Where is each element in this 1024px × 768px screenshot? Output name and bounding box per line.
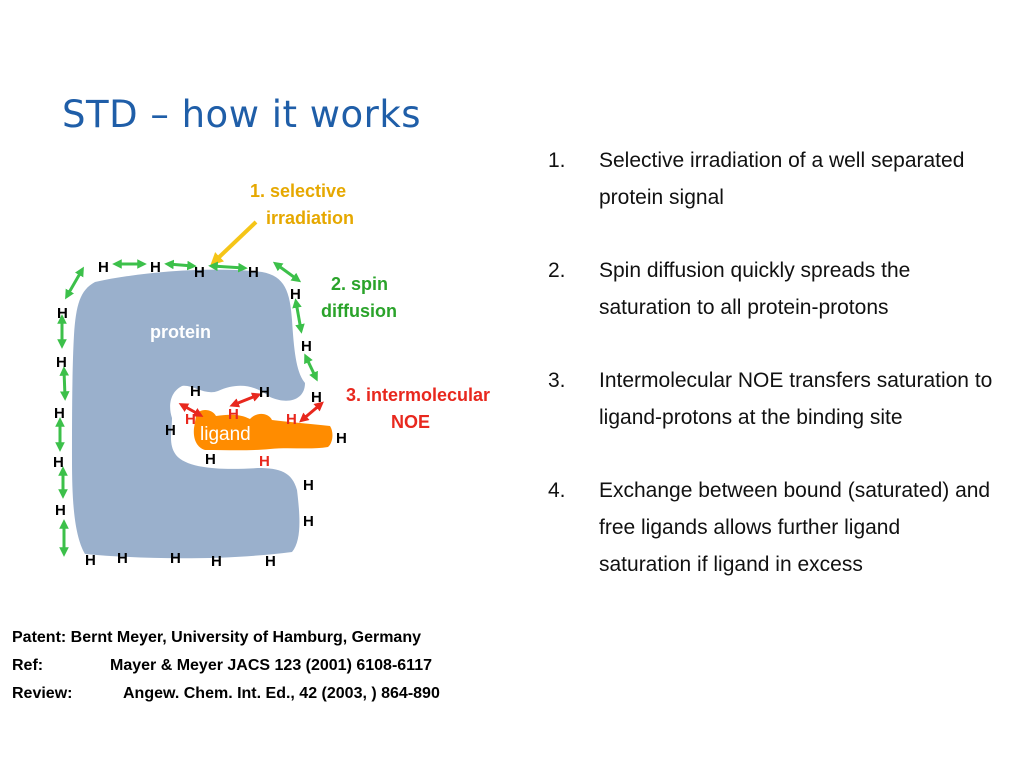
review-value: Angew. Chem. Int. Ed., 42 (2003, ) 864-890 [123,685,440,702]
step1-label-line2: irradiation [266,208,355,228]
svg-text:H: H [311,389,322,406]
svg-text:H: H [290,286,301,303]
ref-key: Ref: [12,657,44,674]
protein-label: protein [150,322,211,342]
step-text: Intermolecular NOE transfers saturation to ligand-protons at the binding site [599,369,993,429]
svg-text:H: H [301,338,312,355]
svg-text:H: H [56,354,67,371]
review-line [12,680,440,708]
step3-label-line2: NOE [391,412,431,432]
step-text: Spin diffusion quickly spreads the saturation to all protein-protons [599,259,911,319]
svg-text:H: H [98,259,109,276]
ref-value: Mayer & Meyer JACS 123 (2001) 6108-6117 [110,657,432,674]
step-item-3 [548,362,998,436]
step2-label-line1: 2. spin [331,274,389,294]
step3-label-line1: 3. intermolecular [346,385,491,405]
step-number: 4. [548,479,566,502]
svg-text:H: H [194,264,205,281]
svg-text:H: H [57,305,68,322]
svg-text:H: H [54,405,65,422]
svg-text:H: H [150,259,161,276]
step-text: Exchange between bound (saturated) and free ligands allows further ligand saturation if ligand in excess [599,479,991,576]
svg-text:H: H [259,384,270,401]
svg-text:H: H [85,552,96,569]
review-key: Review: [12,685,73,702]
svg-text:H: H [265,553,276,570]
irradiation-arrow [214,222,256,262]
step-item-1 [548,142,998,216]
ligand-label: ligand [200,424,251,445]
svg-text:H: H [205,451,216,468]
svg-text:H: H [211,553,222,570]
step-item-4 [548,472,998,583]
patent-line: Patent: Bernt Meyer, University of Hamburg, Germany [12,629,421,646]
step-item-2 [548,252,998,326]
svg-text:H: H [228,406,239,423]
step-number: 1. [548,149,566,172]
step2-label-line2: diffusion [321,301,397,321]
references [12,624,440,708]
svg-text:H: H [117,550,128,567]
step-number: 2. [548,259,566,282]
step-number: 3. [548,369,566,392]
svg-text:H: H [303,477,314,494]
svg-text:H: H [248,264,259,281]
svg-text:H: H [190,383,201,400]
svg-text:H: H [170,550,181,567]
steps-list [548,142,998,619]
step1-label-line1: 1. selective [250,181,347,201]
svg-text:H: H [286,411,297,428]
svg-text:H: H [55,502,66,519]
slide-title: STD – how it works [62,93,422,136]
svg-text:H: H [336,430,347,447]
svg-text:H: H [165,422,176,439]
svg-text:H: H [259,453,270,470]
svg-text:H: H [185,411,196,428]
ref-line [12,652,440,680]
svg-text:H: H [303,513,314,530]
std-diagram [0,0,540,600]
step-text: Selective irradiation of a well separated protein signal [599,149,965,209]
svg-text:H: H [53,454,64,471]
